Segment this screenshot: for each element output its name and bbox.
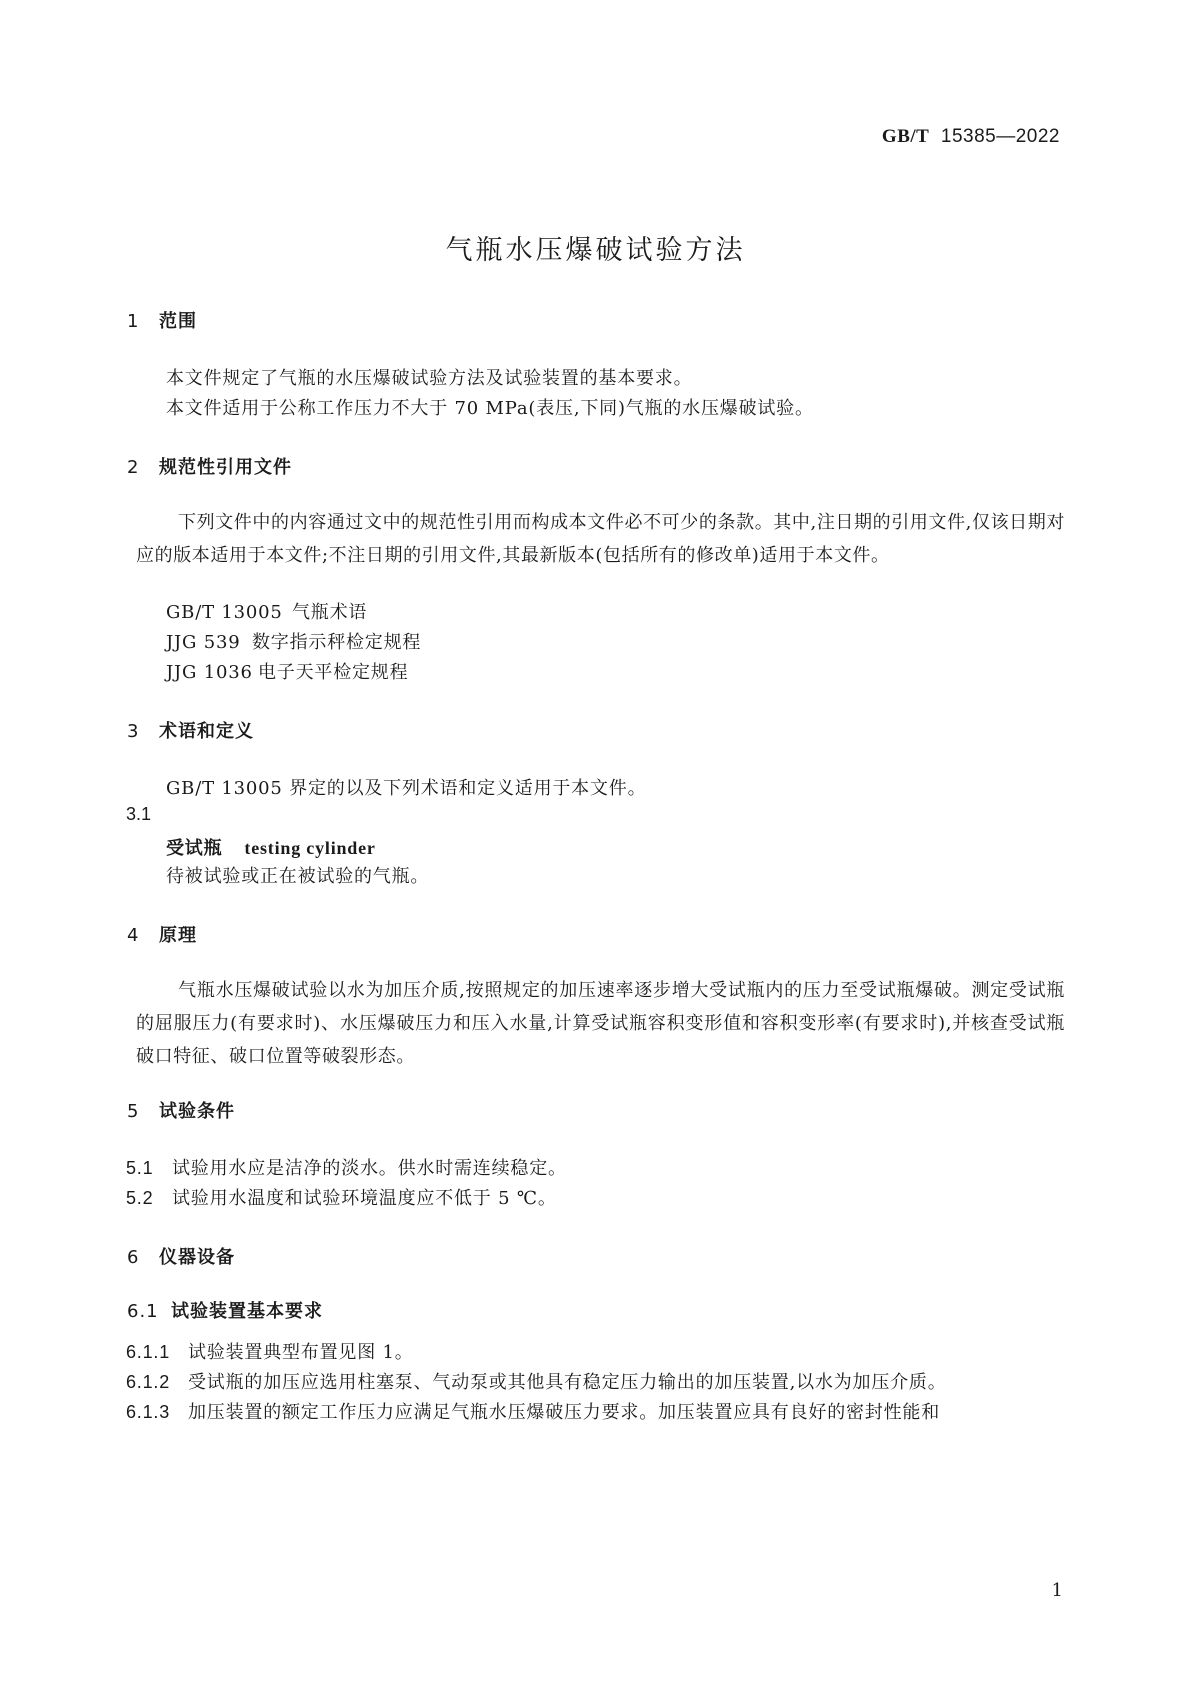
term-number: 3.1	[126, 804, 152, 824]
section-4-heading	[127, 921, 197, 947]
reference-item	[166, 658, 408, 684]
subsection-title: 试验装置基本要求	[171, 1301, 323, 1322]
section-number: 6	[127, 1247, 140, 1268]
term-entry	[166, 834, 376, 860]
term-chinese: 受试瓶	[166, 838, 223, 859]
reference-name: 数字指示秤检定规程	[252, 632, 422, 653]
clause-number: 6.1.3	[126, 1402, 171, 1422]
section-3-heading	[127, 717, 254, 743]
section-2-heading	[127, 453, 292, 479]
clause-item	[126, 1154, 567, 1180]
section-title: 规范性引用文件	[159, 457, 292, 478]
section-title: 范围	[159, 311, 197, 332]
section-1-heading	[127, 307, 197, 333]
clause-text: 受试瓶的加压应选用柱塞泵、气动泵或其他具有稳定压力输出的加压装置,以水为加压介质。	[188, 1372, 947, 1393]
term-definition: 待被试验或正在被试验的气瓶。	[166, 866, 430, 887]
section-title: 试验条件	[159, 1101, 235, 1122]
standard-prefix: GB/T	[881, 126, 930, 147]
reference-code: GB/T 13005	[166, 602, 283, 623]
section-title: 仪器设备	[159, 1247, 235, 1268]
section-title: 术语和定义	[159, 721, 254, 742]
clause-text: 加压装置的额定工作压力应满足气瓶水压爆破压力要求。加压装置应具有良好的密封性能和	[188, 1402, 940, 1423]
scope-paragraph-1: 本文件规定了气瓶的水压爆破试验方法及试验装置的基本要求。	[166, 368, 693, 389]
term-english: testing cylinder	[244, 838, 376, 858]
clause-item	[126, 1338, 414, 1364]
terms-intro: GB/T 13005 界定的以及下列术语和定义适用于本文件。	[166, 778, 647, 799]
document-title: 气瓶水压爆破试验方法	[445, 235, 746, 266]
section-title: 原理	[159, 925, 197, 946]
clause-item	[126, 1184, 557, 1210]
reference-code: JJG 1036	[166, 662, 253, 683]
reference-item	[166, 628, 421, 654]
subsection-6-1-heading	[127, 1297, 323, 1323]
section-number: 1	[127, 311, 140, 332]
reference-name: 气瓶术语	[292, 602, 368, 623]
subsection-number: 6.1	[127, 1301, 159, 1322]
clause-item	[126, 1368, 947, 1394]
scope-paragraph-2: 本文件适用于公称工作压力不大于 70 MPa(表压,下同)气瓶的水压爆破试验。	[166, 398, 814, 419]
section-6-heading	[127, 1243, 235, 1269]
references-intro-text: 下列文件中的内容通过文中的规范性引用而构成本文件必不可少的条款。其中,注日期的引用文件,仅该日期对应的版本适用于本文件;不注日期的引用文件,其最新版本(包括所有的修改单)适用于本文件。	[136, 512, 1065, 566]
reference-name: 电子天平检定规程	[258, 662, 409, 683]
section-number: 3	[127, 721, 140, 742]
principle-paragraph	[136, 974, 1065, 1073]
principle-text: 气瓶水压爆破试验以水为加压介质,按照规定的加压速率逐步增大受试瓶内的压力至受试瓶爆破。测定受试瓶的屈服压力(有要求时)、水压爆破压力和压入水量,计算受试瓶容积变形值和容积变形率(有要求时),并核查受试瓶破口特征、破口位置等破裂形态。	[136, 980, 1065, 1067]
clause-text: 试验用水温度和试验环境温度应不低于 5 ℃。	[172, 1188, 557, 1209]
clause-number: 6.1.1	[126, 1342, 171, 1362]
standard-number	[882, 126, 1060, 148]
section-number: 5	[127, 1101, 140, 1122]
reference-code: JJG 539	[166, 632, 241, 653]
section-5-heading	[127, 1097, 235, 1123]
clause-item	[126, 1398, 940, 1424]
clause-number: 6.1.2	[126, 1372, 171, 1392]
standard-code: 15385—2022	[940, 126, 1060, 147]
clause-text: 试验装置典型布置见图 1。	[188, 1342, 414, 1363]
clause-text: 试验用水应是洁净的淡水。供水时需连续稳定。	[172, 1158, 567, 1179]
references-intro	[136, 506, 1065, 572]
reference-item	[166, 598, 367, 624]
clause-number: 5.1	[126, 1158, 154, 1178]
page-number: 1	[1051, 1580, 1063, 1601]
clause-number: 5.2	[126, 1188, 154, 1208]
section-number: 2	[127, 457, 140, 478]
section-number: 4	[127, 925, 140, 946]
